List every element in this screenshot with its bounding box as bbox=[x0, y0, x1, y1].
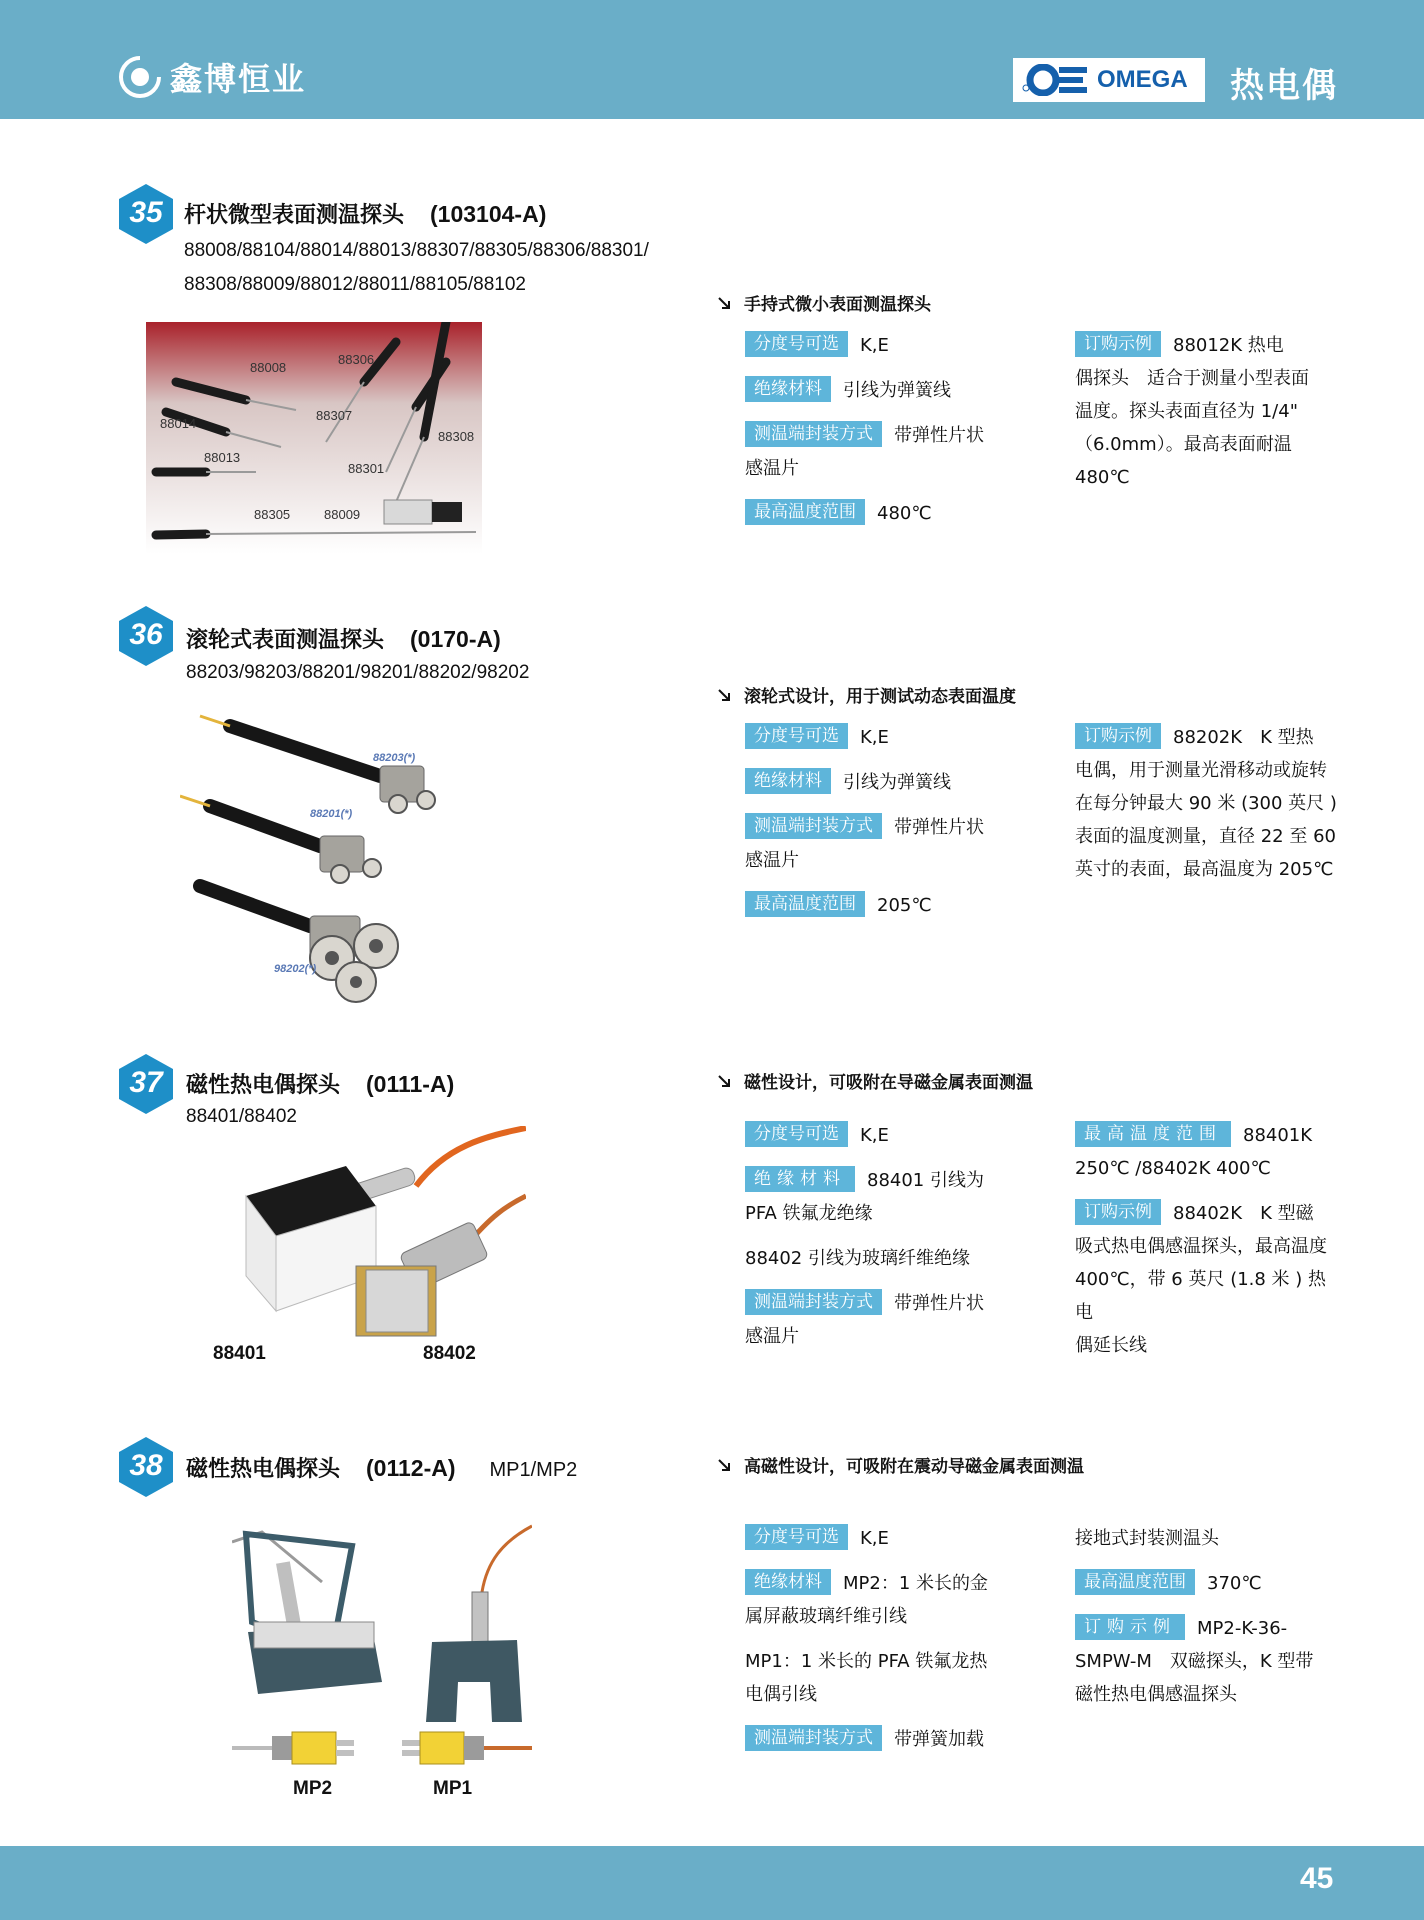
spec-value: K,E bbox=[860, 727, 889, 748]
spec-value: 感温片 bbox=[745, 1326, 799, 1347]
section-badge bbox=[116, 604, 176, 668]
product-photo-38 bbox=[232, 1522, 532, 1772]
order-text: 英寸的表面，最高温度为 205℃ bbox=[1075, 859, 1334, 880]
spec-value: 250℃ /88402K 400℃ bbox=[1075, 1158, 1271, 1179]
section-title-text: 滚轮式表面测温探头 bbox=[186, 628, 385, 653]
section-title bbox=[186, 623, 501, 654]
order-tag: 订购示例 bbox=[1075, 723, 1161, 749]
spec-value: MP1：1 米长的 PFA 铁氟龙热 bbox=[745, 1651, 988, 1672]
spec-tag: 绝缘材料 bbox=[745, 1166, 855, 1192]
order-text: 88202K K 型热 bbox=[1173, 727, 1314, 748]
spec-tag: 最高温度范围 bbox=[1075, 1569, 1195, 1595]
spec-tag: 绝缘材料 bbox=[745, 376, 831, 402]
arrow-down-right-icon bbox=[716, 1457, 732, 1473]
feature-text: 高磁性设计，可吸附在震动导磁金属表面测温 bbox=[744, 1457, 1084, 1477]
feature-line bbox=[716, 1068, 1033, 1093]
order-text: 偶探头 适合于测量小型表面 bbox=[1075, 368, 1309, 389]
models-line: 88008/88104/88014/88013/88307/88305/88306/88301/ bbox=[184, 240, 649, 261]
spec-value: 370℃ bbox=[1207, 1573, 1262, 1594]
feature-text: 手持式微小表面测温探头 bbox=[744, 295, 931, 315]
spec-block bbox=[745, 721, 1025, 922]
spec-tag: 最高温度范围 bbox=[745, 891, 865, 917]
spec-value: 88401 引线为 bbox=[867, 1170, 984, 1191]
spec-value: 属屏蔽玻璃纤维引线 bbox=[745, 1606, 907, 1627]
arrow-down-right-icon bbox=[716, 687, 732, 703]
photo-label: 88307 bbox=[316, 408, 353, 423]
order-text: 表面的温度测量，直径 22 至 60 bbox=[1075, 826, 1336, 847]
spec-value: 引线为弹簧线 bbox=[843, 380, 951, 401]
spec-block bbox=[745, 1522, 1025, 1756]
feature-line bbox=[716, 290, 931, 315]
spec-tag: 测温端封装方式 bbox=[745, 421, 882, 447]
product-photo-35 bbox=[146, 322, 482, 554]
arrow-down-right-icon bbox=[716, 295, 732, 311]
photo-label: 88014 bbox=[160, 416, 197, 431]
spec-tag: 最高温度范围 bbox=[745, 499, 865, 525]
spec-block bbox=[745, 1119, 1025, 1353]
spec-tag: 分度号可选 bbox=[745, 1524, 848, 1550]
section-models bbox=[186, 656, 529, 690]
spec-tag: 绝缘材料 bbox=[745, 1569, 831, 1595]
brand-logo-icon bbox=[118, 55, 162, 99]
photo-label: 88201(*) bbox=[310, 808, 353, 820]
section-badge bbox=[116, 1435, 176, 1499]
spec-value: 带弹性片状 bbox=[894, 817, 984, 838]
photo-label: 88008 bbox=[250, 360, 287, 375]
section-code: (103104-A) bbox=[430, 201, 547, 227]
order-text: 偶延长线 bbox=[1075, 1335, 1147, 1356]
models-line: 88401/88402 bbox=[186, 1106, 297, 1127]
page-number: 45 bbox=[1300, 1862, 1334, 1895]
models-line: 88203/98203/88201/98201/88202/98202 bbox=[186, 662, 530, 683]
footer-band bbox=[0, 1846, 1424, 1920]
order-text: 电偶，用于测量光滑移动或旋转 bbox=[1075, 760, 1327, 781]
spec-value: 带弹性片状 bbox=[894, 1293, 984, 1314]
section-code: (0112-A) bbox=[366, 1455, 456, 1481]
spec-tag: 分度号可选 bbox=[745, 1121, 848, 1147]
section-title bbox=[186, 1452, 577, 1483]
order-tag: 订购示例 bbox=[1075, 1614, 1185, 1640]
header-category: 热电偶 bbox=[1230, 66, 1338, 106]
spec-block bbox=[745, 329, 1025, 530]
spec-tag: 分度号可选 bbox=[745, 723, 848, 749]
section-title bbox=[186, 1068, 454, 1099]
order-text: 在每分钟最大 90 米 (300 英尺 ) bbox=[1075, 793, 1337, 814]
models-line: 88308/88009/88012/88011/88105/88102 bbox=[184, 274, 526, 295]
feature-text: 滚轮式设计，用于测试动态表面温度 bbox=[744, 687, 1016, 707]
section-code: (0111-A) bbox=[366, 1071, 455, 1097]
brand-name: 鑫博恒业 bbox=[170, 60, 307, 98]
spec-value: 感温片 bbox=[745, 850, 799, 871]
spec-value: 带弹簧加载 bbox=[894, 1729, 984, 1750]
spec-value: 接地式封装测温头 bbox=[1075, 1528, 1219, 1549]
spec-value: PFA 铁氟龙绝缘 bbox=[745, 1203, 873, 1224]
section-models bbox=[184, 234, 649, 302]
spec-value: K,E bbox=[860, 335, 889, 356]
section-badge bbox=[116, 1052, 176, 1116]
spec-value: K,E bbox=[860, 1528, 889, 1549]
product-photo-36 bbox=[180, 696, 450, 1006]
spec-value: K,E bbox=[860, 1125, 889, 1146]
spec-value: 88401K bbox=[1243, 1125, 1313, 1146]
spec-value: 感温片 bbox=[745, 458, 799, 479]
spec-value: 205℃ bbox=[877, 895, 932, 916]
spec-tag: 分度号可选 bbox=[745, 331, 848, 357]
feature-line bbox=[716, 682, 1016, 707]
section-number: 36 bbox=[129, 618, 163, 651]
order-text: 400℃，带 6 英尺 (1.8 米 ) 热电 bbox=[1075, 1269, 1327, 1323]
section-title-text: 磁性热电偶探头 bbox=[186, 1457, 341, 1482]
spec-tag: 最高温度范围 bbox=[1075, 1121, 1231, 1147]
order-block bbox=[1075, 329, 1343, 494]
order-tag: 订购示例 bbox=[1075, 1199, 1161, 1225]
photo-label: 88301 bbox=[348, 461, 385, 476]
photo-label: 88306 bbox=[338, 352, 375, 367]
feature-line bbox=[716, 1452, 1084, 1477]
photo-label: 88305 bbox=[254, 507, 291, 522]
section-number: 38 bbox=[129, 1449, 163, 1482]
photo-label: MP1 bbox=[433, 1778, 473, 1799]
order-text: 吸式热电偶感温探头，最高温度 bbox=[1075, 1236, 1327, 1257]
order-text: MP2-K-36- bbox=[1197, 1618, 1288, 1639]
order-text: 480℃ bbox=[1075, 467, 1130, 488]
spec-tag: 绝缘材料 bbox=[745, 768, 831, 794]
order-tag: 订购示例 bbox=[1075, 331, 1161, 357]
brand bbox=[118, 54, 306, 100]
spec-tag: 测温端封装方式 bbox=[745, 813, 882, 839]
right-block bbox=[1075, 1522, 1343, 1711]
photo-label: MP2 bbox=[293, 1778, 333, 1799]
photo-label: 88009 bbox=[324, 507, 361, 522]
section-suffix: MP1/MP2 bbox=[489, 1459, 578, 1481]
spec-tag: 测温端封装方式 bbox=[745, 1725, 882, 1751]
omega-mark-icon bbox=[1021, 64, 1091, 96]
photo-label: 98202(*) bbox=[274, 963, 317, 975]
section-title bbox=[184, 198, 546, 229]
order-text: 88012K 热电 bbox=[1173, 335, 1284, 356]
spec-value: 引线为弹簧线 bbox=[843, 772, 951, 793]
spec-tag: 测温端封装方式 bbox=[745, 1289, 882, 1315]
spec-value: 带弹性片状 bbox=[894, 425, 984, 446]
photo-label: 88308 bbox=[438, 429, 475, 444]
spec-value: 电偶引线 bbox=[745, 1684, 817, 1705]
photo-label: 88401 bbox=[213, 1343, 266, 1364]
section-title-text: 杆状微型表面测温探头 bbox=[184, 203, 405, 228]
arrow-down-right-icon bbox=[716, 1073, 732, 1089]
section-badge bbox=[116, 182, 176, 246]
photo-label: 88203(*) bbox=[373, 752, 416, 764]
order-block bbox=[1075, 721, 1343, 886]
section-number: 35 bbox=[129, 196, 163, 229]
omega-logo bbox=[1013, 58, 1205, 102]
order-text: 温度。探头表面直径为 1/4" bbox=[1075, 401, 1298, 422]
omega-label: OMEGA bbox=[1097, 66, 1188, 93]
spec-value: 480℃ bbox=[877, 503, 932, 524]
section-number: 37 bbox=[129, 1066, 163, 1099]
right-block bbox=[1075, 1119, 1343, 1362]
photo-label: 88402 bbox=[423, 1343, 476, 1364]
order-text: 88402K K 型磁 bbox=[1173, 1203, 1314, 1224]
feature-text: 磁性设计，可吸附在导磁金属表面测温 bbox=[744, 1073, 1033, 1093]
section-title-text: 磁性热电偶探头 bbox=[186, 1073, 341, 1098]
section-code: (0170-A) bbox=[410, 626, 501, 652]
photo-label: 88013 bbox=[204, 450, 241, 465]
order-text: （6.0mm）。最高表面耐温 bbox=[1075, 434, 1292, 455]
product-photo-37 bbox=[236, 1126, 526, 1348]
order-text: 磁性热电偶感温探头 bbox=[1075, 1684, 1237, 1705]
order-text: SMPW-M 双磁探头，K 型带 bbox=[1075, 1651, 1314, 1672]
spec-value: 88402 引线为玻璃纤维绝缘 bbox=[745, 1248, 970, 1269]
spec-value: MP2：1 米长的金 bbox=[843, 1573, 989, 1594]
